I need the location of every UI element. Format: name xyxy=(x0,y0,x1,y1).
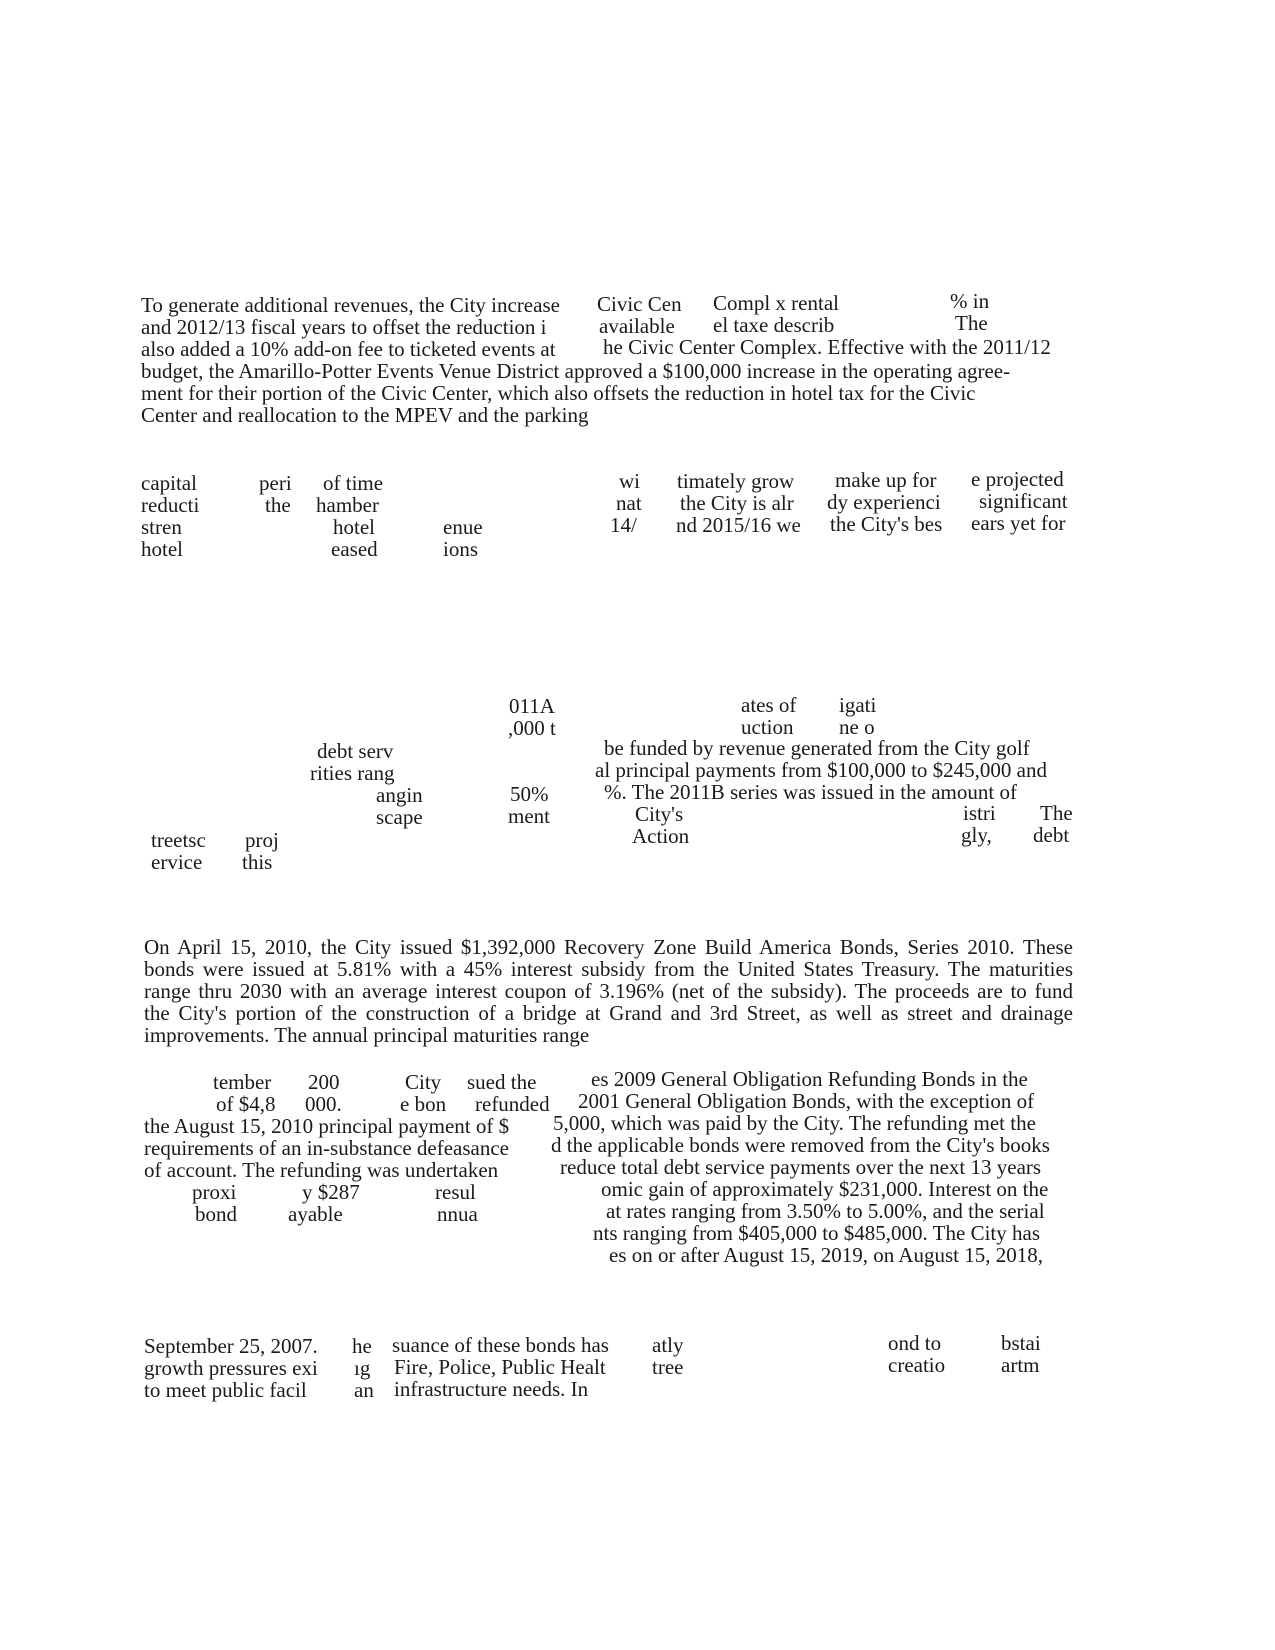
p1-line1-d: % in xyxy=(950,289,990,313)
p2-c1-r2: reducti xyxy=(141,493,200,517)
p2-c3-r3: hotel xyxy=(333,515,375,539)
p2-c4-r4: ions xyxy=(443,537,479,561)
p1-line1-c: Compl x rental xyxy=(713,291,839,315)
p5-r3-b: 5,000, which was paid by the City. The refunding met the xyxy=(553,1111,1036,1135)
p6-r2-e: creatio xyxy=(888,1353,946,1377)
p2-c4-r3: enue xyxy=(443,515,483,539)
p3-k5: proj xyxy=(245,828,279,852)
p3-h5: gly, xyxy=(961,823,992,847)
p6-r2-c: Fire, Police, Public Healt xyxy=(394,1355,606,1379)
p5-r4-a: requirements of an in-substance defeasance xyxy=(144,1136,509,1160)
p5-r8: nts ranging from $405,000 to $485,000. The City has xyxy=(593,1221,1040,1245)
p5-r1-b: 200 xyxy=(308,1070,340,1094)
p2-c3-r2: hamber xyxy=(316,493,379,517)
p3-g4: City's xyxy=(635,802,684,826)
p5-r6-c: resul xyxy=(435,1180,476,1204)
p6-r1-e: ond to xyxy=(888,1331,942,1355)
p6-r3-b: an xyxy=(354,1378,374,1402)
p6-r2-b: ıg xyxy=(354,1356,371,1380)
p3-e3: 50% xyxy=(510,782,549,806)
p2-c8-r1: e projected xyxy=(971,467,1064,491)
p5-r7-d: at rates ranging from 3.50% to 5.00%, and the serial xyxy=(606,1199,1045,1223)
p6-r1-b: he xyxy=(352,1334,372,1358)
p3-f3: %. The 2011B series was issued in the amount of xyxy=(604,780,1017,804)
p3-f1: be funded by revenue generated from the City golf xyxy=(604,736,1030,760)
p1-line2-d: The xyxy=(955,311,988,335)
p3-d2: rities rang xyxy=(310,761,395,785)
p3-i4: The xyxy=(1040,801,1073,825)
p5-r7-b: ayable xyxy=(288,1202,343,1226)
p6-r1-f: bstai xyxy=(1001,1331,1041,1355)
p2-c2-r1: peri xyxy=(259,471,292,495)
p6-r2-d: tree xyxy=(652,1355,684,1379)
p3-k6: this xyxy=(242,850,273,874)
p5-r6-b: y $287 xyxy=(302,1180,360,1204)
p1-line3-a: also added a 10% add-on fee to ticketed events at xyxy=(141,337,556,361)
p4-line3: range thru 2030 with an average interest coupon of 3.196% (net of the subsidy). The proceeds are to fund xyxy=(144,979,1073,1003)
p3-i5: debt xyxy=(1033,823,1070,847)
p5-r1-c: City xyxy=(405,1070,442,1094)
p5-r9: es on or after August 15, 2019, on August 15, 2018, xyxy=(609,1243,1043,1267)
p3-d3: angin xyxy=(376,783,423,807)
p3-d4: scape xyxy=(376,805,423,829)
p5-r1-e: es 2009 General Obligation Refunding Bonds in the xyxy=(591,1067,1028,1091)
p5-r6-a: proxi xyxy=(192,1180,237,1204)
p1-line3-b: he Civic Center Complex. Effective with the 2011/12 xyxy=(603,335,1051,359)
p2-c5-r2: nat xyxy=(616,491,642,515)
p3-a2: ,000 t xyxy=(508,716,556,740)
p3-g5: Action xyxy=(632,824,690,848)
p2-c6-r1: timately grow xyxy=(677,469,795,493)
p6-r1-c: suance of these bonds has xyxy=(392,1333,609,1357)
p2-c7-r1: make up for xyxy=(835,468,937,492)
p2-c6-r3: nd 2015/16 we xyxy=(676,513,801,537)
p2-c1-r1: capital xyxy=(141,471,197,495)
p5-r7-c: nnua xyxy=(437,1202,478,1226)
p2-c6-r2: the City is alr xyxy=(680,491,794,515)
p1-line4: budget, the Amarillo-Potter Events Venue District approved a $100,000 increase in the operating agree- xyxy=(141,359,1011,383)
p3-b1: ates of xyxy=(741,693,797,717)
p2-c7-r3: the City's bes xyxy=(830,512,943,536)
p6-r3-c: infrastructure needs. In xyxy=(394,1377,589,1401)
p5-r2-a: of $4,8 xyxy=(216,1092,276,1116)
p3-f2: al principal payments from $100,000 to $245,000 and xyxy=(595,758,1048,782)
p3-c1: igati xyxy=(839,693,877,717)
p3-c2: ne o xyxy=(839,715,875,739)
p4-line5: improvements. The annual principal maturities range xyxy=(144,1023,590,1047)
p2-c7-r2: dy experienci xyxy=(827,490,941,514)
p3-d1: debt serv xyxy=(317,739,394,763)
p1-line1-a: To generate additional revenues, the City increase xyxy=(141,293,560,317)
p2-c5-r1: wi xyxy=(619,469,640,493)
p6-r1-a: September 25, 2007. xyxy=(144,1334,318,1358)
p3-j6: ervice xyxy=(151,850,203,874)
p2-c8-r2: significant xyxy=(979,489,1068,513)
p1-line1-b: Civic Cen xyxy=(597,292,682,316)
p6-r3-a: to meet public facil xyxy=(144,1378,307,1402)
p1-line2-c: el taxe describ xyxy=(713,313,835,337)
p5-r3-a: the August 15, 2010 principal payment of $ xyxy=(144,1114,510,1138)
p3-j5: treetsc xyxy=(151,828,206,852)
p4-line1: On April 15, 2010, the City issued $1,392,000 Recovery Zone Build America Bonds, Series 2010. These xyxy=(144,935,1073,959)
p5-r2-e: 2001 General Obligation Bonds, with the exception of xyxy=(578,1089,1035,1113)
p5-r6-d: omic gain of approximately $231,000. Interest on the xyxy=(601,1177,1049,1201)
p5-r1-d: sued the xyxy=(467,1070,537,1094)
p1-line2-b: available xyxy=(599,314,675,338)
p6-r2-f: artm xyxy=(1001,1353,1040,1377)
p5-r2-c: e bon xyxy=(400,1092,447,1116)
p5-r7-a: bond xyxy=(195,1202,237,1226)
p5-r5-a: of account. The refunding was undertaken xyxy=(144,1158,499,1182)
p2-c3-r4: eased xyxy=(331,537,378,561)
p2-c8-r3: ears yet for xyxy=(971,511,1066,535)
p4-line2: bonds were issued at 5.81% with a 45% interest subsidy from the United States Treasury. The maturities xyxy=(144,957,1073,981)
p2-c2-r2: the xyxy=(265,493,291,517)
p3-a1: 011A xyxy=(509,694,555,718)
p6-r2-a: growth pressures exi xyxy=(144,1356,318,1380)
p3-h4: istri xyxy=(963,801,996,825)
p3-e4: ment xyxy=(508,804,550,828)
p2-c5-r3: 14/ xyxy=(610,513,637,537)
p5-r2-d: refunded xyxy=(475,1092,550,1116)
p1-line2-a: and 2012/13 fiscal years to offset the reduction i xyxy=(141,315,547,339)
p1-line5: ment for their portion of the Civic Center, which also offsets the reduction in hotel tax for the Civic xyxy=(141,381,976,405)
p2-c3-r1: of time xyxy=(323,471,384,495)
p5-r5-b: reduce total debt service payments over the next 13 years xyxy=(560,1155,1042,1179)
p3-b2: uction xyxy=(741,715,794,739)
p1-line6: Center and reallocation to the MPEV and the parking xyxy=(141,403,589,427)
p2-c1-r4: hotel xyxy=(141,537,183,561)
p2-c1-r3: stren xyxy=(141,515,182,539)
p5-r4-b: d the applicable bonds were removed from the City's books xyxy=(551,1133,1050,1157)
p5-r1-a: tember xyxy=(213,1070,272,1094)
p6-r1-d: atly xyxy=(652,1333,684,1357)
p5-r2-b: 000. xyxy=(305,1092,342,1116)
p4-line4: the City's portion of the construction of a bridge at Grand and 3rd Street, as well as street and drainage xyxy=(144,1001,1073,1025)
